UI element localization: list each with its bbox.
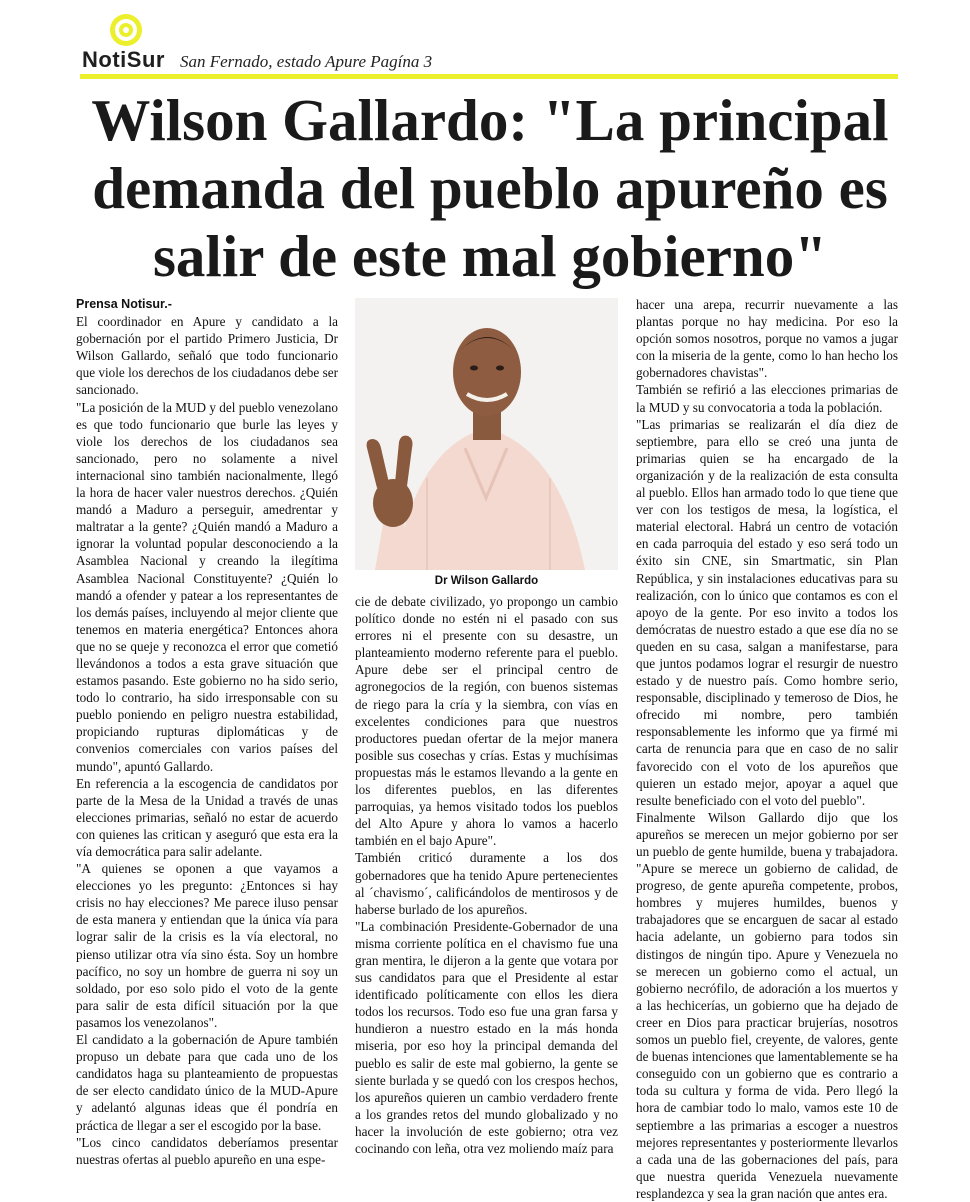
dateline: San Fernado, estado Apure Pagína 3 [180, 52, 433, 71]
paragraph: "La posición de la MUD y del pueblo venezolano es que todo funcionario que burle las leyes y viole los derechos de los ciudadanos sea sancionado, pero no solamente a nivel internacional sino también nacionalmente, llegó la hora de hacer valer nuestros derechos. ¿Quién mandó a Maduro a perseguir, amedrentar y maltratar a la gente? ¿Quién mandó a Maduro a ignorar la voluntad popular desconociendo a la Asamblea Nacional y creando la ilegítima Asamblea Nacional Constituyente? ¿Quién lo mandó a ofender y patear a los representantes de los demás países, incluyendo al mejor cliente que tenemos en materia energética? Entonces ahora que no se queje y reconozca el error que cometió llevándonos a todos a esta grave situación que estamos pasando. Este gobierno no ha sido serio, todo lo contrario, ha sido irresponsable con su pueblo poniendo en peligro nuestra estabilidad, propiciando rupturas diplomáticas y de convenios comerciales con varios países del mundo", apuntó Gallardo. [76, 399, 338, 774]
paragraph: cie de debate civilizado, yo propongo un cambio político donde no estén ni el pasado con sus errores ni el presente con su desastre, un planteamiento moderno referente para el pueblo. Apure debe ser el principal centro de agronegocios de la región, con buenos sistemas de riego para la cría y la siembra, con vías en excelentes condiciones para que nuestros productores puedan ofertar de la mejor manera posible sus cosechas y crías. Estas y muchísimas propuestas más le estamos llevando a la gente en los diferentes pueblos, en las diferentes parroquias, ya hemos visitado todos los pueblos del Alto Apure y ahora lo vamos a hacerlo también en el bajo Apure". [355, 594, 618, 849]
paragraph: En referencia a la escogencia de candidatos por parte de la Mesa de la Unidad a través de unas elecciones primarias, señaló no estar de acuerdo con quienes las critican y aseguró que esta era la vía democrática para salir adelante. [76, 775, 338, 859]
paragraph: También se refirió a las elecciones primarias de la MUD y su convocatoria a toda la población. [636, 382, 898, 415]
headline: Wilson Gallardo: "La principal demanda del pueblo apureño es salir de este mal gobierno" [91, 87, 889, 289]
article-column-3 [636, 296, 898, 1202]
paragraph: El candidato a la gobernación de Apure también propuso un debate para que cada uno de los candidatos haga su planteamiento de propuestas de ser electo candidato único de la MUD-Apure y adelantó algunas ideas que él pondría en práctica de llegar a ser el escogido por la base. [76, 1032, 338, 1133]
paragraph: También criticó duramente a los dos gobernadores que ha tenido Apure pertenecientes al ´chavismo´, calificándolos de mentirosos y de haberse burlado de los apureños. [355, 850, 618, 917]
masthead [0, 0, 970, 80]
sun-logo-icon [108, 12, 144, 48]
paragraph: Finalmente Wilson Gallardo dijo que los apureños se merecen un mejor gobierno por ser un pueblo de gente humilde, buena y trabajadora. "Apure se merece un gobierno de calidad, de progreso, de gente apureña competente, probos, hombres y mujeres humildes, buenos y trabajadores que se encarguen de sacar al estado hacia adelante, un gobierno para todos sin distingos de ningún tipo. Apure y Venezuela no se merecen un gobierno como el actual, un gobierno necrófilo, de adoración a los muertos y a las hechicerías, un gobierno que ha dejado de creer en Dios para practicar brujerías, nosotros somos un pueblo fiel, creyente, de valores, gente de buenas intenciones que lamentablemente se ha conseguido con un gobierno que es contrario a toda su cultura y forma de vida. Pero llegó la hora de cambiar todo lo malo, vamos este 10 de septiembre a las primarias a escoger a nuestros mejores representantes y posteriormente llevarlos a cada una de las gobernaciones del país, para que nuestra querida Venezuela nuevamente resplandezca y sea la gran nación que antes era. [636, 809, 898, 1201]
paragraph: "Las primarias se realizarán el día diez de septiembre, para ello se creó una junta de primarias quien se ha encargado de la organización y de la realización de esta consulta al pueblo. Ellos han armado todo lo que tiene que ver con los testigos de mesa, la logística, el material electoral. Habrá un centro de votación en cada parroquia del estado y eso será todo un éxito sin CNE, sin Smartmatic, sin Plan República, y sin instalaciones educativas para su realización, con lo único que contamos es con el apoyo de la gente. Por eso invito a todos los demócratas de nuestro estado a que ese día no se queden en su casa, salgan a manifestarse, para que juntos podamos lograr el resurgir de nuestro estado y de nuestro país. Como hombre serio, responsable, disciplinado y temeroso de Dios, he ofrecido mi nombre, pero también responsablemente les informo que ya firmé mi carta de renuncia para que en caso de no salir favorecido con el voto de los apureños que quieren un estado mejor, apoyar a aquel que resulte beneficiado con el voto del pueblo". [636, 416, 898, 808]
header-rule [80, 74, 898, 79]
paragraph: El coordinador en Apure y candidato a la gobernación por el partido Primero Justicia, Dr Wilson Gallardo, señaló que todo funcionario que viole los derechos de los ciudadanos debe ser sancionado. [76, 314, 338, 398]
paragraph: hacer una arepa, recurrir nuevamente a las plantas porque no hay medicina. Por eso la opción somos nosotros, porque no vamos a jugar con la miseria de la gente, como lo han hecho los gobernadores chavistas". [636, 297, 898, 381]
byline: Prensa Notisur.- [76, 297, 172, 311]
photo-caption: Dr Wilson Gallardo [434, 575, 539, 587]
paragraph: "A quienes se oponen a que vayamos a elecciones yo les pregunto: ¿Entonces si hay crisis no hay elecciones? Me parece iluso pensar de esta manera y entiendan que la única vía para lograr salir de la crisis es la vía electoral, no pienso utilizar otra vía sino ésta. Soy un hombre pacífico, no soy un hombre de guerra ni soy un soldado, por eso solo pido el voto de la gente para salir de esta difícil situación por la que pasamos los venezolanos". [76, 861, 338, 1030]
paragraph: "Los cinco candidatos deberíamos presentar nuestras ofertas al pueblo apureño en una espe- [76, 1134, 338, 1167]
article-column-2 [355, 593, 618, 1157]
portrait-illustration [355, 298, 618, 570]
paragraph: "La combinación Presidente-Gobernador de una misma corriente política en el chavismo fue una gran mentira, le dijeron a la gente que votara por sus candidatos para que el Presidente al estar identificado políticamente con ellos les diera todos los recursos. Todo eso fue una gran farsa y hundieron a nuestro estado en la más honda miseria, por eso hoy la principal demanda del pueblo es salir de este mal gobierno, la gente se siente burlada y se quedó con los crespos hechos, los apureños quieren un cambio verdadero frente a los grandes retos del mundo globalizado y no hacer la involución de este gobierno; otra vez cocinando con leña, otra vez moliendo maíz para [355, 918, 618, 1156]
article-column-1 [76, 296, 338, 1168]
portrait-photo [355, 298, 618, 570]
brand-logo: NotiSur [82, 47, 165, 72]
